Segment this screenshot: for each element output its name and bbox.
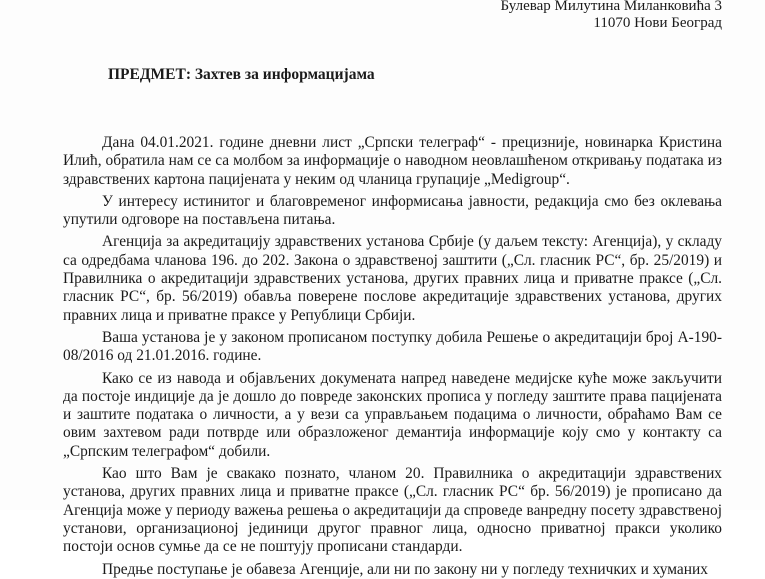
paragraph-decision: Ваша установа је у законом прописаном поступку добила Решење о акредитацији број А-190-08/2016 од 21.01.2016. године. xyxy=(63,328,722,365)
subject-line xyxy=(108,66,375,84)
paragraph-obligation: Предње поступање је обавеза Агенције, али ни по закону ни у погледу техничких и хуманих xyxy=(102,560,708,578)
letter-body xyxy=(63,134,722,579)
paragraph-date: Дана 04.01.2021. године дневни лист „Српски телеграф“ - прецизније, новинарка Кристина Илић, обратила нам се са молбом за информације о наводном неовлашћеном откривању података из здравствених картона пацијената у неким од чланица групације „Medigroup“. xyxy=(63,134,722,188)
paragraph-agency: Агенција за акредитацију здравствених установа Србије (у даљем тексту: Агенција), у складу са одредбама чланова 196. до 202. Закона о здравственој заштити („Сл. гласник РС“, бр. 25/2019) и Правилника о акредитацији здравствених установа, других правних лица и приватне праксе („Сл. гласник РС“, бр. 56/2019) обавља поверене послове акредитације здравствених установа, других правних лица и приватне праксе у Републици Србији. xyxy=(63,233,722,324)
address-city: 11070 Нови Београд xyxy=(593,15,722,31)
subject-label: ПРЕДМЕТ: xyxy=(108,66,191,83)
paragraph-request: Како се из навода и објављених докумената напред наведене медијске куће може закључити да постоје индиције да је дошло до повреде законских прописа у погледу заштите права пацијената и заштите података о личности, а у вези са управљањем подацима о личности, обраћамо Вам се овим захтевом ради потврде или образложеног демантија информације коју смо у контакту са „Српским телеграфом“ добили. xyxy=(63,369,722,460)
paragraph-interest: У интересу истинитог и благовременог информисања јавности, редакција смо без оклевања упутили одговоре на постављена питања. xyxy=(63,192,722,229)
subject-text: Захтев за информацијама xyxy=(194,66,375,83)
address-street: Булевар Милутина Миланковића 3 xyxy=(500,0,722,14)
paragraph-regulation: Као што Вам је свакако познато, чланом 20. Правилника о акредитацији здравствених установа, других правних лица и приватне праксе („Сл. гласник РС“ бр. 56/2019) је прописано да Агенција може у периоду важења решења о акредитацији да спроведе ванредну посету здравственој установи, организационој јединици другог правног лица, односно приватној пракси уколико постоји основ сумње да се не поштују прописани стандарди. xyxy=(63,465,722,556)
